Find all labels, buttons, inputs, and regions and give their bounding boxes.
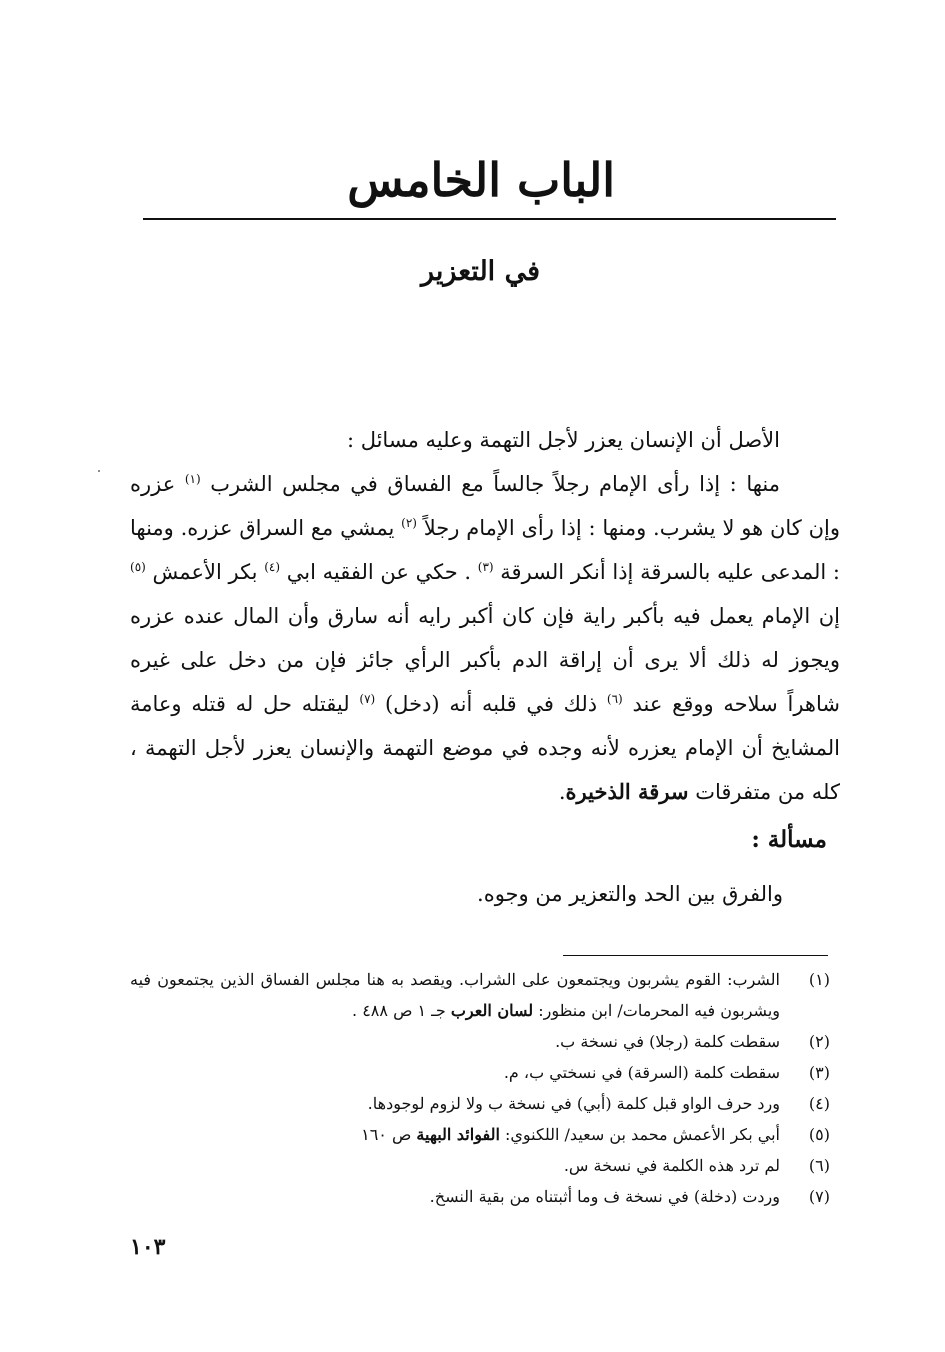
issue-heading: مسألة : xyxy=(751,826,827,853)
intro-paragraph: الأصل أن الإنسان يعزر لأجل التهمة وعليه مسائل : xyxy=(346,428,780,452)
footnote-ref-4[interactable]: (٤) xyxy=(264,560,281,574)
footnote-ref-2[interactable]: (٢) xyxy=(401,516,417,530)
issue-text: والفرق بين الحد والتعزير من وجوه. xyxy=(477,882,783,906)
footnote-body: ورد حرف الواو قبل كلمة (أبي) في نسخة ب ولا لزوم لوجودها. xyxy=(367,1094,780,1113)
footnote-text xyxy=(130,1119,780,1150)
footnote-item xyxy=(130,1150,830,1181)
main-text-c: يمشي مع السراق عزره. ومنها : المدعى عليه بالسرقة إذا أنكر السرقة xyxy=(130,516,840,584)
page-number: ١٠٣ xyxy=(130,1234,166,1260)
footnote-source: لسان العرب xyxy=(450,1001,534,1020)
main-paragraph xyxy=(130,462,840,814)
footnote-body: لم ترد هذه الكلمة في نسخة س. xyxy=(563,1156,780,1175)
main-text-h: ليقتله حل له قتله وعامة المشايخ أن الإمام يعزره لأنه وجده في موضع التهمة والإنسان يعزر لأجل التهمة ، كله من متفرقات xyxy=(130,692,840,804)
page-title: الباب الخامس xyxy=(347,153,615,207)
page-subtitle: في التعزير xyxy=(420,256,540,287)
footnote-number: (١) xyxy=(808,970,830,989)
main-text-e: بكر الأعمش xyxy=(152,560,258,584)
footnote-body: أبي بكر الأعمش محمد بن سعيد/ اللكنوي: xyxy=(504,1125,780,1144)
footnote-item xyxy=(130,1026,830,1057)
margin-mark xyxy=(98,470,100,472)
source-title: سرقة الذخيرة xyxy=(565,779,689,804)
footnote-number: (٦) xyxy=(808,1156,830,1175)
title-rule xyxy=(143,218,836,220)
footnote-ref-1[interactable]: (١) xyxy=(184,472,201,486)
footnote-number: (٧) xyxy=(808,1187,830,1206)
footnote-body: الشرب: القوم يشربون ويجتمعون على الشراب. ويقصد به هنا مجلس الفساق الذين يجتمعون فيه ويشربون فيه المحرمات/ ابن منظور: xyxy=(130,970,780,1020)
footnote-number: (٣) xyxy=(808,1063,830,1082)
footnotes xyxy=(130,964,830,1212)
main-text-g: ذلك في قلبه أنه (دخل) xyxy=(384,692,598,716)
footnote-body: وردت (دخلة) في نسخة ف وما أثبتناه من بقية النسخ. xyxy=(429,1187,780,1206)
footnote-source: الفوائد البهية xyxy=(416,1125,500,1144)
footnote-number: (٢) xyxy=(808,1032,830,1051)
footnote-item xyxy=(130,964,830,1026)
main-text-d: . حكي عن الفقيه ابي xyxy=(286,560,472,584)
main-text-f: إن الإمام يعمل فيه بأكبر راية فإن كان أكبر رايه أنه سارق وأن المال عنده عزره ويجوز له ذلك ألا يرى أن إراقة الدم بأكبر الرأي جائز فإن من دخل على غيره شاهراً سلاحه ووقع عند xyxy=(130,604,840,716)
footnote-item xyxy=(130,1181,830,1212)
footnote-item xyxy=(130,1119,830,1150)
body-text xyxy=(130,418,840,814)
footnote-item xyxy=(130,1057,830,1088)
footnote-ref-5[interactable]: (٥) xyxy=(130,560,146,574)
footnote-text xyxy=(130,964,780,1026)
main-text-b: عزره وإن كان هو لا يشرب. ومنها : إذا رأى الإمام رجلاً xyxy=(130,472,840,540)
main-text-a: منها : إذا رأى الإمام رجلاً جالساً مع الفساق في مجلس الشرب xyxy=(210,472,780,496)
footnote-item xyxy=(130,1088,830,1119)
footnote-number: (٥) xyxy=(808,1125,830,1144)
footnote-tail: جـ ١ ص ٤٨٨ . xyxy=(352,1001,446,1020)
footnote-separator xyxy=(563,955,828,956)
footnote-ref-6[interactable]: (٦) xyxy=(606,692,623,706)
footnote-ref-3[interactable]: (٣) xyxy=(477,560,494,574)
footnote-tail: ص ١٦٠ xyxy=(361,1125,412,1144)
footnote-body: سقطت كلمة (السرقة) في نسختي ب، م. xyxy=(503,1063,780,1082)
footnote-number: (٤) xyxy=(808,1094,830,1113)
main-text-end: . xyxy=(558,780,566,804)
footnote-body: سقطت كلمة (رجلا) في نسخة ب. xyxy=(555,1032,780,1051)
footnote-ref-7[interactable]: (٧) xyxy=(359,692,376,706)
